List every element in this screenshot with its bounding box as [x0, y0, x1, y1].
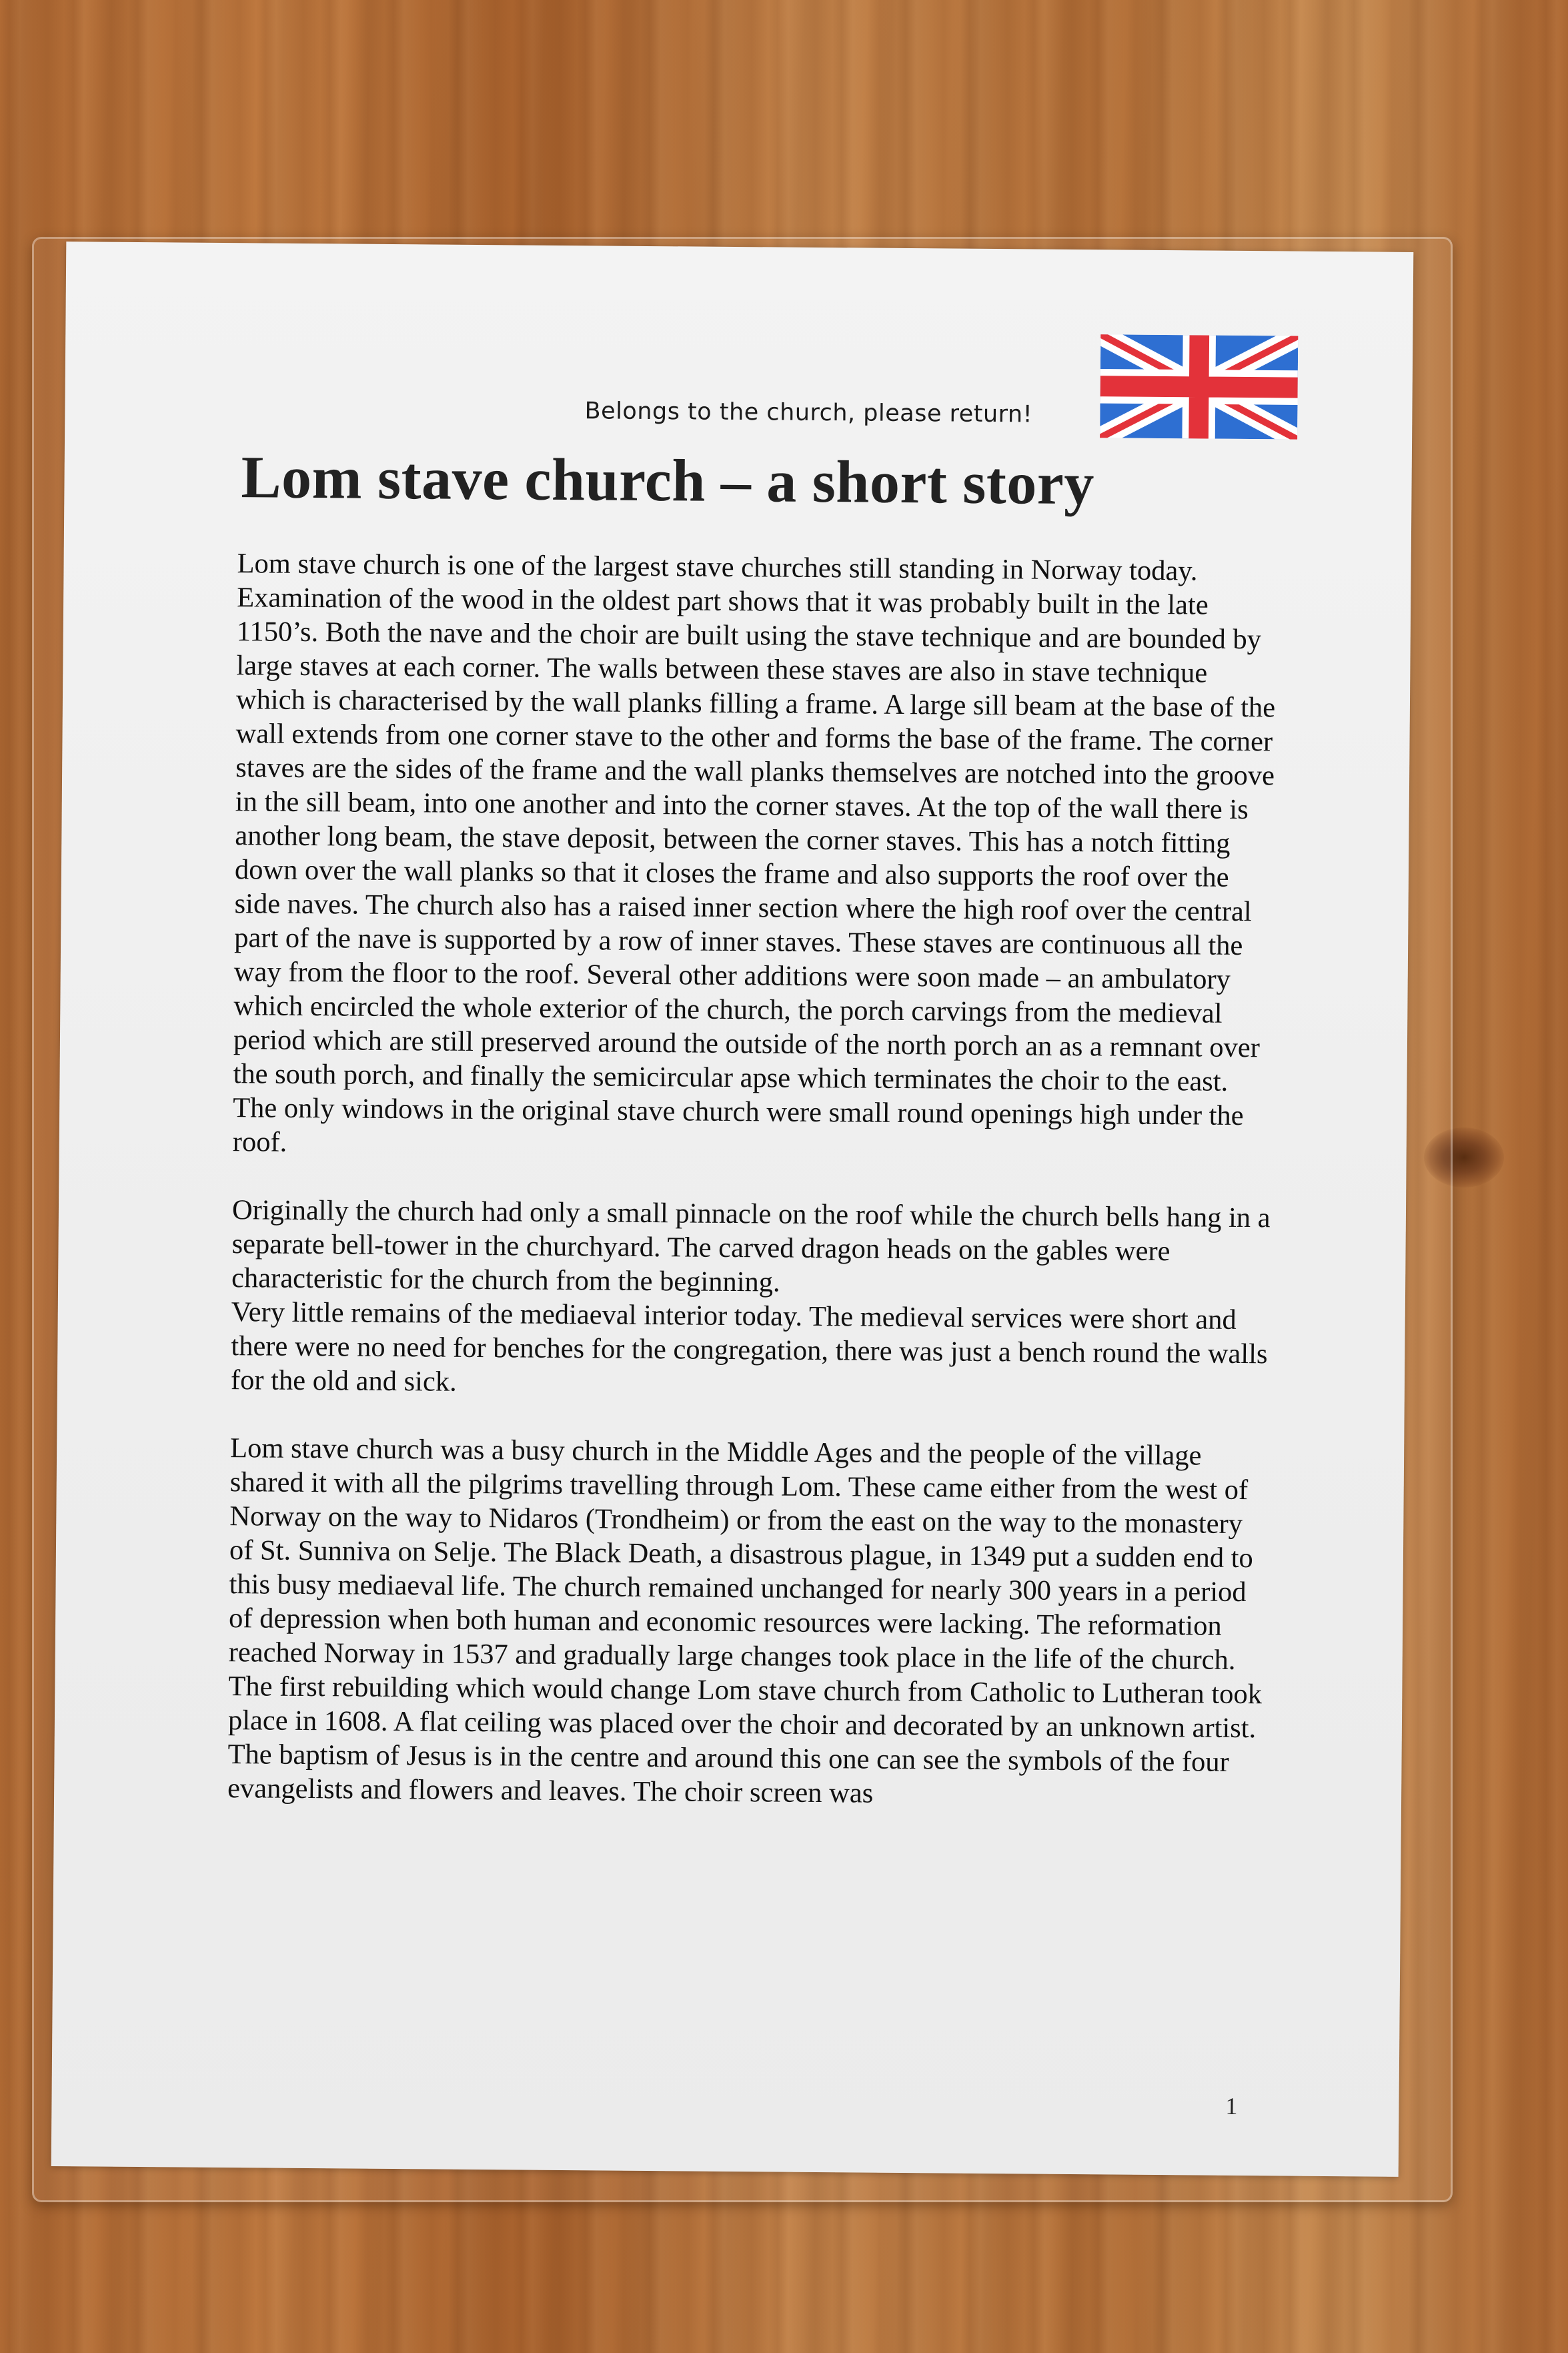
paragraph-1: Lom stave church is one of the largest stave churches still standing in Norway today. Examination of the wood in the oldest part shows that it was probably built in the late 1150’s. Both the nave and the choir are built using the stave technique and are bounded by large staves at each corner. The walls between these staves are also in stave technique which is characterised by the wall planks filling a frame. A large sill beam at the base of the wall extends from one corner stave to the other and forms the base of the frame. The corner staves are the sides of the frame and the wall planks themselves are notched into the groove in the sill beam, into one another and into the corner staves. At the top of the wall there is another long beam, the stave deposit, between the corner staves. This has a notch fitting down over the wall planks so that it closes the frame and also supports the roof over the side naves. The church also has a raised inner section where the high roof over the central part of the nave is supported by a row of inner staves. These staves are continuous all the way from the floor to the roof. Several other additions were soon made – an ambulatory which encircled the whole exterior of the church, the porch carvings from the medieval period which are still preserved around the outside of the north porch an as a remnant over the south porch, and finally the semicircular apse which terminates the choir to the east. The only windows in the original stave church were small round openings high under the roof.: [232, 548, 1276, 1158]
paragraph-2: Originally the church had only a small pinnacle on the roof while the church bells hang in a separate bell-tower in the churchyard. The carved dragon heads on the gables were characteristic for the church from the beginning.: [231, 1194, 1271, 1298]
page-title: Lom stave church – a short story: [241, 444, 1095, 518]
return-notice: Belongs to the church, please return!: [584, 398, 1033, 428]
story-text: [227, 546, 1278, 1847]
paragraph-3: Very little remains of the mediaeval interior today. The medieval services were short and there were no need for benches for the congregation, there was just a bench round the walls for the old and sick.: [230, 1296, 1268, 1398]
document-sheet: [51, 242, 1414, 2177]
paragraph-4: Lom stave church was a busy church in the Middle Ages and the people of the village shared it with all the pilgrims travelling through Lom. These came either from the west of Norway on the way to Nidaros (Trondheim) or from the east on the way to the monastery of St. Sunniva on Selje. The Black Death, a disastrous plague, in 1349 put a sudden end to this busy mediaeval life. The church remained unchanged for nearly 300 years in a period of depression when both human and economic resources were lacking. The reformation reached Norway in 1537 and gradually large changes took place in the life of the church. The first rebuilding which would change Lom stave church from Catholic to Lutheran took place in 1608. A flat ceiling was placed over the choir and decorated by an unknown artist. The baptism of Jesus is in the centre and around this one can see the symbols of the four evangelists and flowers and leaves. The choir screen was: [227, 1432, 1263, 1809]
union-jack-flag-icon: [1100, 334, 1298, 439]
page-number: 1: [1225, 2092, 1238, 2120]
